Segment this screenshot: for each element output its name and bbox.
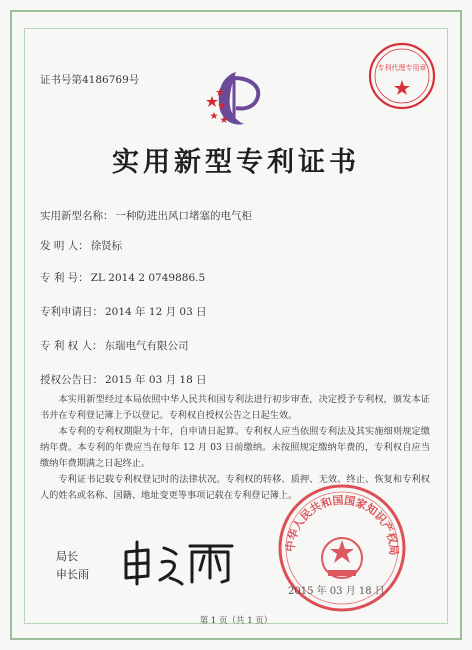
body-paragraph: 专利证书记载专利权登记时的法律状况。专利权的转移、质押、无效、终止、恢复和专利权人的姓名或名称、国籍、地址变更等事项记载在专利登记簿上。 <box>40 474 430 501</box>
director-title: 局长 <box>56 550 78 563</box>
body-paragraph: 本专利的专利权期限为十年，自申请日起算。专利权人应当依照专利法及其实施细则规定缴纳年费。本专利的年费应当在每年 12 月 03 日前缴纳。未按照规定缴纳年费的，专利权自应当缴纳年费期满之日起终止。 <box>40 426 430 469</box>
field-label: 发 明 人： <box>40 240 89 252</box>
body-paragraph: 本实用新型经过本局依照中华人民共和国专利法进行初步审查，决定授予专利权，颁发本证书并在专利登记簿上予以登记。专利权自授权公告之日起生效。 <box>40 394 430 421</box>
field-inventor <box>40 238 122 253</box>
page-footer: 第 1 页（共 1 页） <box>199 616 273 626</box>
field-label: 专利申请日： <box>40 306 103 318</box>
field-patent-number <box>40 270 205 285</box>
director-signature <box>118 538 238 586</box>
field-value: 徐贤标 <box>90 240 123 252</box>
field-value: 2015 年 03 月 18 日 <box>105 374 207 386</box>
sipo-logo-icon <box>200 66 270 130</box>
field-label: 授权公告日： <box>40 374 103 386</box>
field-value: 一种防进出风口堵塞的电气柜 <box>115 210 252 222</box>
field-application-date <box>40 304 207 319</box>
field-label: 专 利 号： <box>40 272 89 284</box>
field-patentee <box>40 338 189 353</box>
field-value: 2014 年 12 月 03 日 <box>105 306 207 318</box>
field-value: 东瑞电气有限公司 <box>104 340 189 352</box>
field-label: 专 利 权 人： <box>40 340 103 352</box>
field-grant-date <box>40 372 207 387</box>
agency-seal-icon <box>366 40 438 112</box>
field-value: ZL 2014 2 0749886.5 <box>90 272 206 284</box>
certificate-title: 实用新型专利证书 <box>112 147 360 178</box>
field-utility-model-name <box>40 208 252 223</box>
seal-date: 2015 年 03 月 18 日 <box>288 586 385 597</box>
director-name: 申长雨 <box>56 568 89 581</box>
field-label: 实用新型名称： <box>40 210 114 222</box>
official-seal-text: 中华人民共和国国家知识产权局 <box>283 493 401 556</box>
certificate-number: 证书号第4186769号 <box>40 74 140 86</box>
sipo-official-seal-icon <box>272 478 412 618</box>
agency-seal-text: 专利代理专用章 <box>377 64 427 72</box>
